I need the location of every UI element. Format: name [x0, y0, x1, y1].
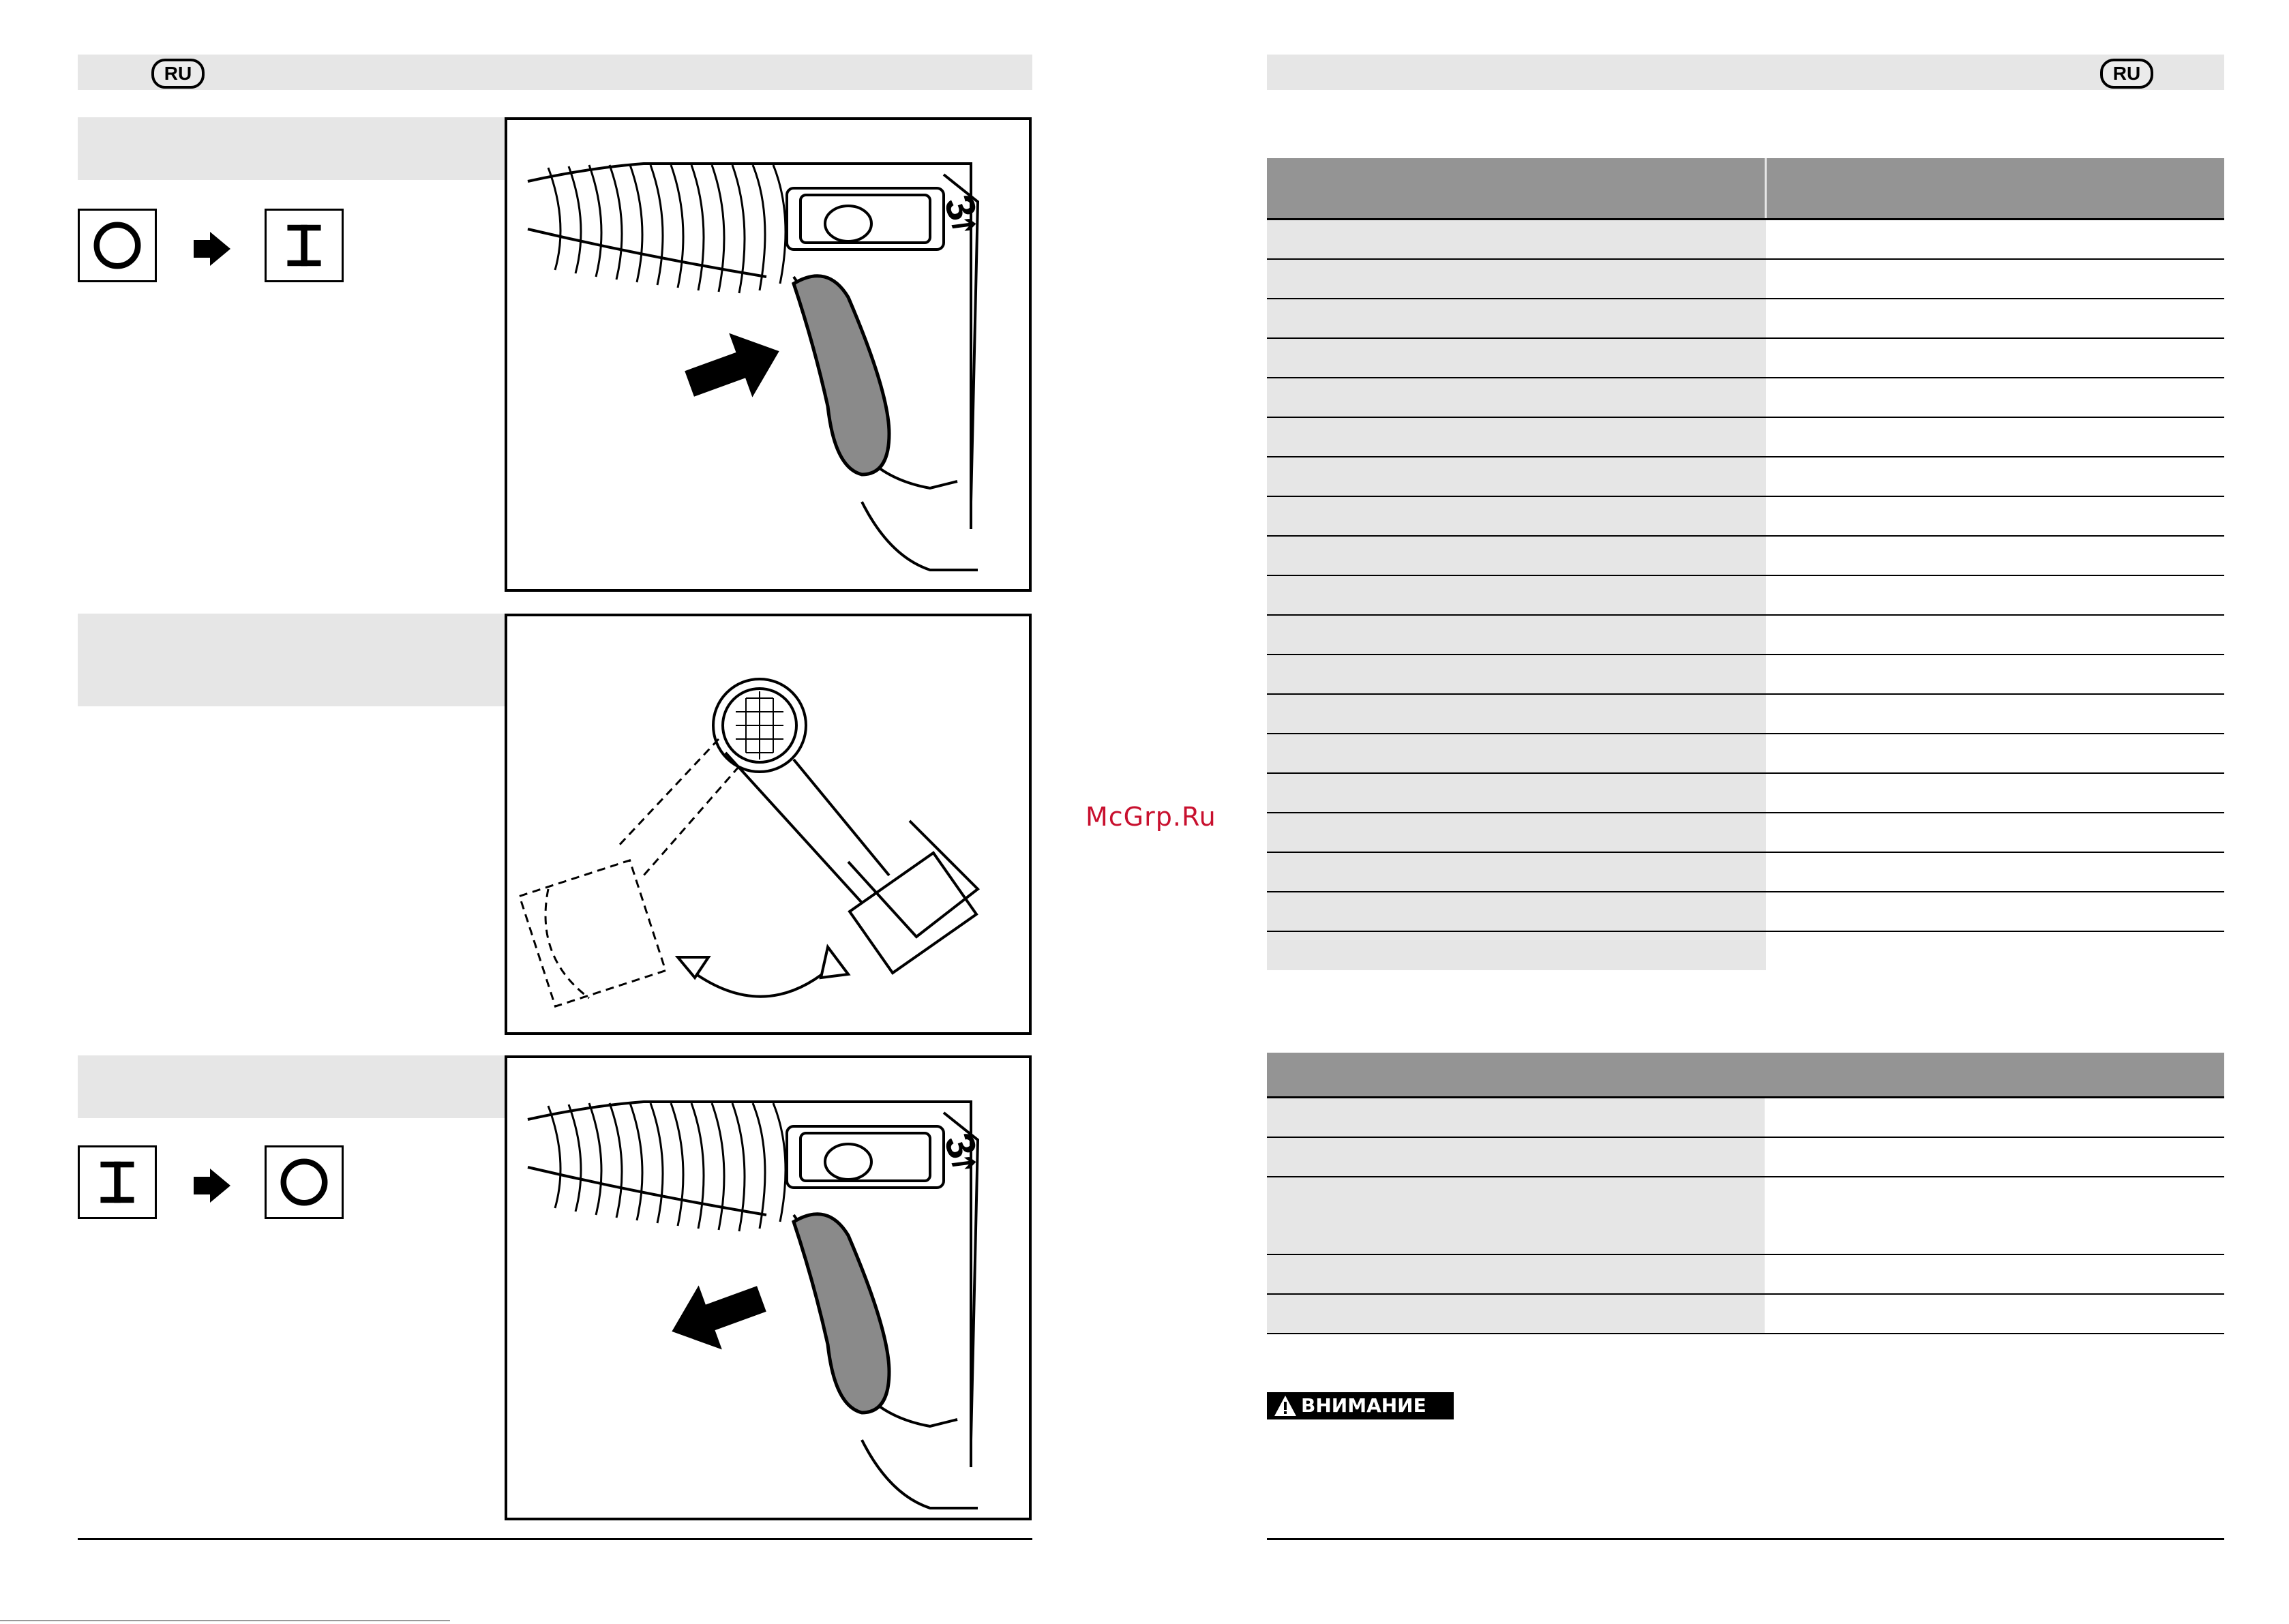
table-row [1267, 813, 2224, 852]
figure-switch-on [505, 117, 1032, 592]
table-row [1267, 1294, 2224, 1334]
table-row [1267, 1254, 2224, 1294]
svg-text:3⭎: 3⭎ [935, 189, 991, 240]
drill-trigger-press-illustration [507, 120, 1029, 589]
right-footer-rule [1267, 1538, 2224, 1540]
table-row [1267, 694, 2224, 734]
table-row [1267, 259, 2224, 299]
off-symbol-icon-2 [265, 1145, 344, 1219]
step2-title-bar [78, 614, 507, 706]
table-row [1267, 299, 2224, 338]
on-symbol-icon [265, 209, 344, 282]
spec-table [1267, 158, 2224, 970]
on-symbol-icon-2 [78, 1145, 157, 1219]
step1-title-bar [78, 117, 507, 180]
svg-text:3⭎: 3⭎ [935, 1127, 991, 1178]
table-row [1267, 1137, 2224, 1177]
figure-switch-off [505, 1055, 1032, 1520]
arrow-right-icon-2 [192, 1169, 233, 1203]
table-row [1267, 655, 2224, 694]
spec-table-header [1267, 158, 2224, 220]
left-language-badge: RU [151, 59, 205, 89]
table-row [1267, 457, 2224, 496]
warning-triangle-icon [1274, 1395, 1297, 1417]
left-header-bar [78, 55, 1032, 90]
table-row [1267, 892, 2224, 931]
table-row [1267, 852, 2224, 892]
warning-label-text: ВНИМАНИЕ [1301, 1394, 1426, 1417]
second-table-header [1267, 1053, 2224, 1098]
left-footer-rule [78, 1538, 1032, 1540]
right-language-badge: RU [2100, 59, 2153, 89]
table-row [1267, 536, 2224, 575]
warning-label [1267, 1392, 1454, 1419]
table-row [1267, 615, 2224, 655]
second-table [1267, 1053, 2224, 1334]
watermark-text: McGrp.Ru [1086, 802, 1216, 832]
table-row [1267, 1177, 2224, 1254]
table-row [1267, 338, 2224, 378]
figure-rotate-head [505, 614, 1032, 1035]
rotating-head-illustration [507, 616, 1029, 1032]
table-row [1267, 931, 2224, 970]
right-header-bar [1267, 55, 2224, 90]
table-row [1267, 1098, 2224, 1138]
table-row [1267, 575, 2224, 615]
table-row [1267, 417, 2224, 457]
arrow-right-icon [192, 232, 233, 266]
drill-trigger-release-illustration [507, 1058, 1029, 1518]
table-row [1267, 734, 2224, 773]
table-row [1267, 496, 2224, 536]
table-row [1267, 773, 2224, 813]
left-page-edge-line [0, 1620, 450, 1621]
table-row [1267, 378, 2224, 417]
off-symbol-icon [78, 209, 157, 282]
step3-title-bar [78, 1055, 507, 1118]
table-row [1267, 220, 2224, 260]
